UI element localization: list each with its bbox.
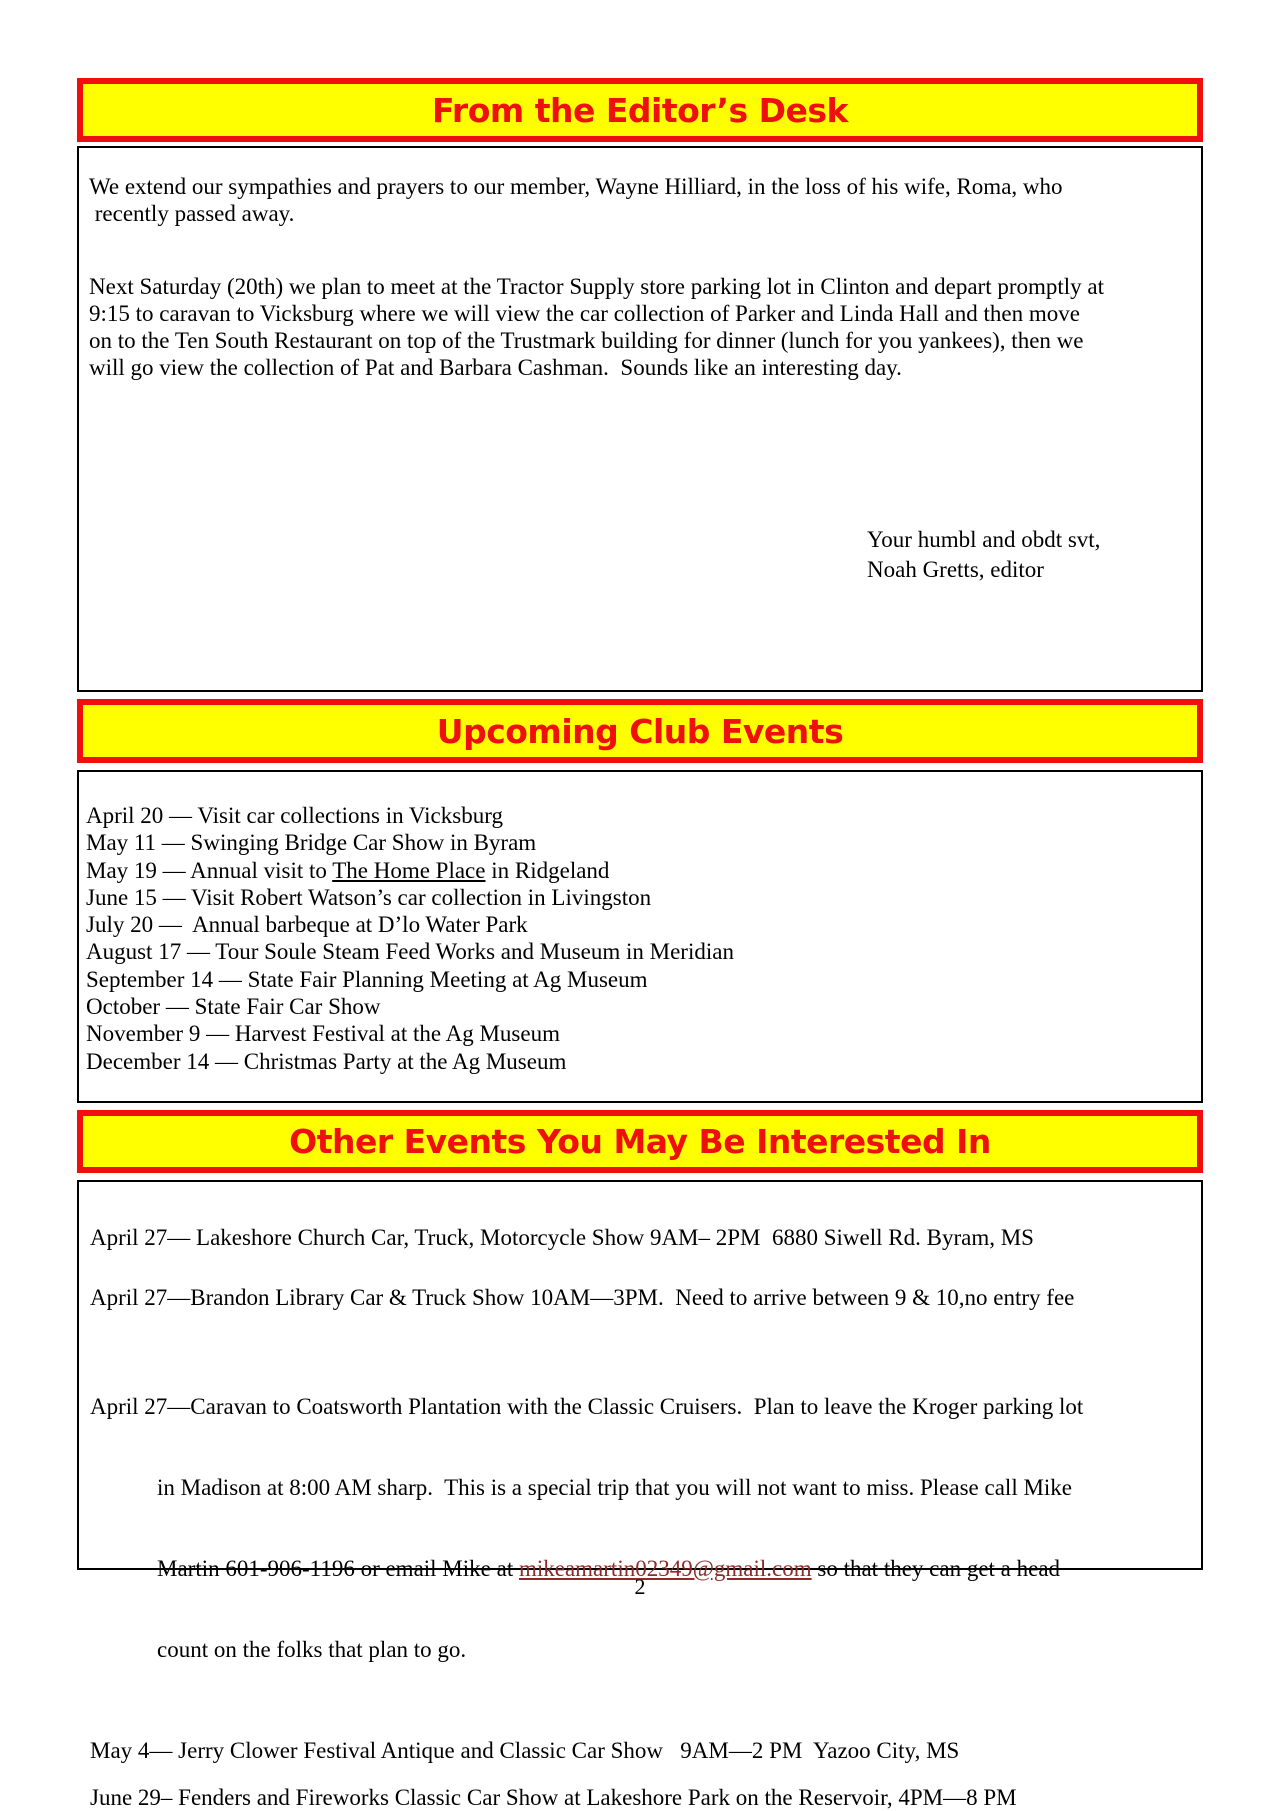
- event-row: April 27— Lakeshore Church Car, Truck, Motorcycle Show 9AM– 2PM 6880 Siwell Rd. Byram, MS: [90, 1225, 1034, 1250]
- paragraph-line: 9:15 to caravan to Vicksburg where we will view the car collection of Parker and Linda Hall and then move: [89, 301, 1080, 326]
- sympathy-paragraph: [89, 173, 1181, 227]
- event-row: June 29– Fenders and Fireworks Classic Car Show at Lakeshore Park on the Reservoir, 4PM—8 PM: [90, 1785, 1017, 1810]
- text-run: so that they can get a head: [811, 1556, 1061, 1581]
- signature-line: Noah Gretts, editor: [867, 557, 1044, 582]
- event-row: October — State Fair Car Show: [86, 994, 381, 1020]
- upcoming-club-events-banner: [77, 699, 1203, 763]
- paragraph-line: on to the Ten South Restaurant on top of the Trustmark building for dinner (lunch for you yankees), then we: [89, 328, 1084, 353]
- event-row: December 14 — Christmas Party at the Ag Museum: [86, 1048, 567, 1074]
- text-run: in Ridgeland: [485, 857, 610, 883]
- other-events-box: [77, 1180, 1203, 1810]
- event-row: August 17 — Tour Soule Steam Feed Works and Museum in Meridian: [86, 939, 734, 965]
- upcoming-club-events-banner-title: Upcoming Club Events: [436, 711, 844, 751]
- paragraph-line: April 27—Caravan to Coatsworth Plantation with the Classic Cruisers. Plan to leave the Kroger parking lot: [90, 1394, 1084, 1419]
- event-row: April 20 — Visit car collections in Vicksburg: [86, 803, 503, 828]
- event-row-caravan: [90, 1339, 1187, 1717]
- event-row: June 15 — Visit Robert Watson’s car collection in Livingston: [86, 884, 652, 910]
- editors-desk-box: [77, 146, 1203, 692]
- upcoming-club-events-box: [77, 770, 1203, 1103]
- paragraph-line: will go view the collection of Pat and Barbara Cashman. Sounds like an interesting day.: [89, 355, 902, 380]
- event-row: May 4— Jerry Clower Festival Antique and Classic Car Show 9AM—2 PM Yazoo City, MS: [90, 1738, 960, 1763]
- text-run: May 19 — Annual visit to: [86, 857, 333, 883]
- editors-desk-banner: [77, 78, 1203, 142]
- editor-signature: [867, 525, 1181, 585]
- event-row: November 9 — Harvest Festival at the Ag Museum: [86, 1021, 560, 1047]
- underlined-text: The Home Place: [332, 857, 486, 883]
- paragraph-line: We extend our sympathies and prayers to our member, Wayne Hilliard, in the loss of his wife, Roma, who: [89, 174, 1063, 199]
- event-row: April 27—Brandon Library Car & Truck Show 10AM—3PM. Need to arrive between 9 & 10,no entry fee: [90, 1285, 1075, 1310]
- editors-desk-banner-title: From the Editor’s Desk: [431, 90, 848, 130]
- paragraph-line: in Madison at 8:00 AM sharp. This is a special trip that you will not want to miss. Please call Mike: [157, 1475, 1073, 1500]
- paragraph-line: recently passed away.: [89, 201, 295, 226]
- other-events-banner: [77, 1110, 1203, 1173]
- event-row: September 14 — State Fair Planning Meeting at Ag Museum: [86, 966, 648, 992]
- email-link[interactable]: mikeamartin02349@gmail.com: [518, 1556, 812, 1581]
- event-row: July 20 — Annual barbeque at D’lo Water Park: [86, 912, 528, 938]
- event-row: [86, 857, 1191, 884]
- event-row: May 11 — Swinging Bridge Car Show in Byram: [86, 830, 537, 856]
- text-run: Martin 601-906-1196 or email Mike at: [157, 1556, 519, 1581]
- other-events-banner-title: Other Events You May Be Interested In: [289, 1122, 991, 1161]
- saturday-trip-paragraph: [89, 273, 1181, 381]
- paragraph-line: count on the folks that plan to go.: [157, 1637, 467, 1662]
- signature-line: Your humbl and obdt svt,: [867, 527, 1101, 552]
- page-number: 2: [634, 1574, 646, 1599]
- paragraph-line: Next Saturday (20th) we plan to meet at the Tractor Supply store parking lot in Clinton and depart promptly at: [89, 274, 1105, 299]
